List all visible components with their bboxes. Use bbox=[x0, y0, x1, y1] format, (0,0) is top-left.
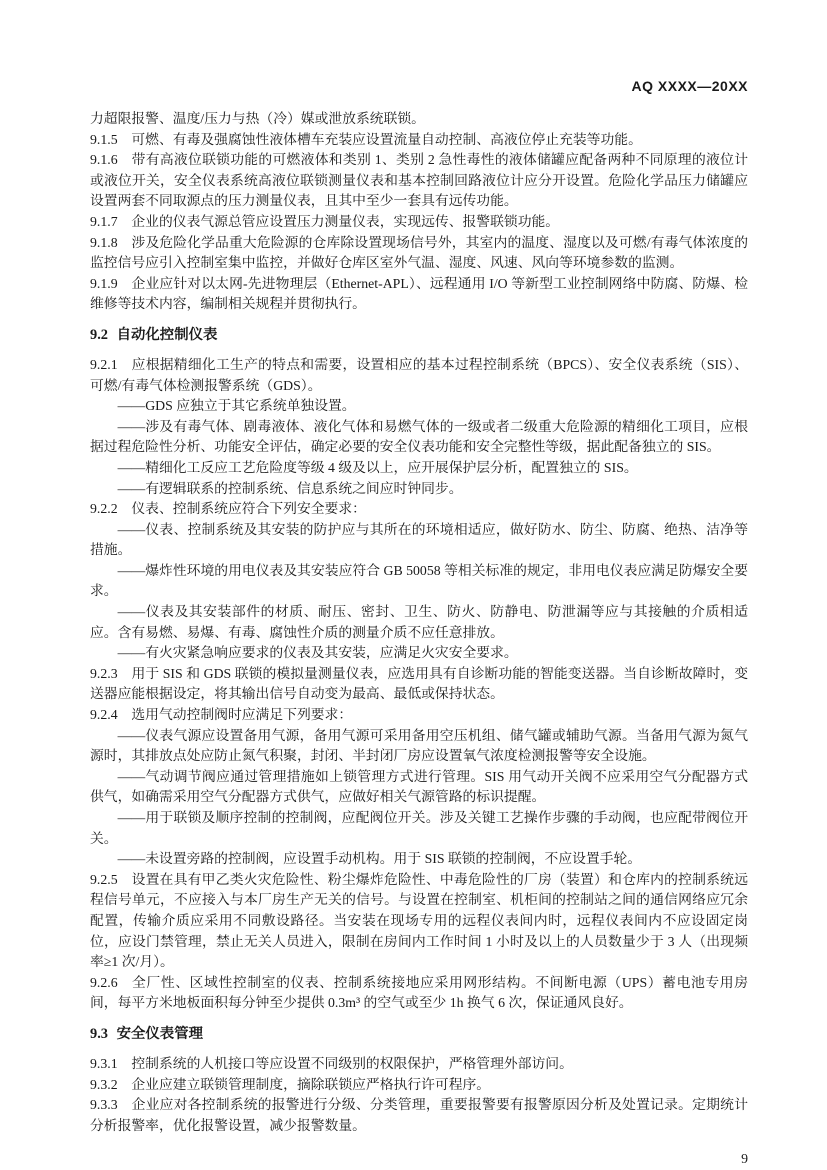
clause-paragraph: 9.1.6 带有高液位联锁功能的可燃液体和类别 1、类别 2 急性毒性的液体储罐应配备两种不同原理的液位计或液位开关，安全仪表系统高液位联锁测量仪表和基本控制回路液位计应分开设置。危险化学品压力储罐应设置两套不同取源点的压力测量仪表，且其中至少一套具有远传功能。 bbox=[90, 152, 748, 209]
clause-dash-item: ——仪表、控制系统及其安装的防护应与其所在的环境相适应，做好防水、防尘、防腐、绝热、洁净等措施。 bbox=[90, 521, 748, 558]
clause-paragraph: 9.2.1 应根据精细化工生产的特点和需要，设置相应的基本过程控制系统（BPCS）、安全仪表系统（SIS）、可燃/有毒气体检测报警系统（GDS）。 bbox=[90, 356, 748, 393]
clause-paragraph: 9.2.6 全厂性、区域性控制室的仪表、控制系统接地应采用网形结构。不间断电源（UPS）蓄电池专用房间，每平方米地板面积每分钟至少提供 0.3m³ 的空气或至少 1h 换气 6 次，保证通风良好。 bbox=[90, 974, 748, 1011]
clause-paragraph: 9.3.1 控制系统的人机接口等应设置不同级别的权限保护，严格管理外部访问。 bbox=[90, 1055, 573, 1071]
clause-paragraph: 力超限报警、温度/压力与热（冷）媒或泄放系统联锁。 bbox=[90, 111, 425, 126]
clause-dash-item: ——仪表气源应设置备用气源，备用气源可采用备用空压机组、储气罐或辅助气源。当备用气源为氮气源时，其排放点处应防止氮气积聚，封闭、半封闭厂房应设置氧气浓度检测报警等安全设施。 bbox=[90, 727, 748, 764]
section-title: 安全仪表管理 bbox=[116, 1025, 203, 1042]
document-body bbox=[90, 109, 748, 1136]
clause-dash-item: ——精细化工反应工艺危险度等级 4 级及以上，应开展保护层分析，配置独立的 SIS。 bbox=[117, 459, 638, 475]
clause-dash-item: ——涉及有毒气体、剧毒液体、液化气体和易燃气体的一级或者二级重大危险源的精细化工项目，应根据过程危险性分析、功能安全评估，确定必要的安全仪表功能和安全完整性等级，据此配备独立的 SIS。 bbox=[90, 418, 748, 455]
clause-paragraph: 9.1.5 可燃、有毒及强腐蚀性液体槽车充装应设置流量自动控制、高液位停止充装等功能。 bbox=[90, 131, 642, 147]
clause-paragraph: 9.1.8 涉及危险化学品重大危险源的仓库除设置现场信号外，其室内的温度、湿度以及可燃/有毒气体浓度的监控信号应引入控制室集中监控，并做好仓库区室外气温、湿度、风速、风向等环境参数的监测。 bbox=[90, 234, 748, 271]
clause-dash-item: ——用于联锁及顺序控制的控制阀，应配阀位开关。涉及关键工艺操作步骤的手动阀，也应配带阀位开关。 bbox=[90, 810, 748, 846]
clause-dash-item: ——GDS 应独立于其它系统单独设置。 bbox=[117, 398, 356, 414]
clause-dash-item: ——有火灾紧急响应要求的仪表及其安装，应满足火灾安全要求。 bbox=[117, 645, 518, 661]
clause-paragraph: 9.1.7 企业的仪表气源总管应设置压力测量仪表，实现远传、报警联锁功能。 bbox=[90, 213, 560, 229]
clause-paragraph: 9.2.3 用于 SIS 和 GDS 联锁的模拟量测量仪表，应选用具有自诊断功能的智能变送器。当自诊断故障时，变送器应能根据设定，将其输出信号自动变为最高、最低或保持状态。 bbox=[90, 665, 748, 702]
clause-paragraph: 9.3.3 企业应对各控制系统的报警进行分级、分类管理，重要报警要有报警原因分析及处置记录。定期统计分析报警率，优化报警设置，减少报警数量。 bbox=[90, 1097, 748, 1133]
page-number: 9 bbox=[741, 1151, 748, 1167]
clause-dash-item: ——爆炸性环境的用电仪表及其安装应符合 GB 50058 等相关标准的规定，非用电仪表应满足防爆安全要求。 bbox=[90, 562, 748, 599]
section-number: 9.2 bbox=[90, 326, 108, 343]
clause-dash-item: ——未设置旁路的控制阀，应设置手动机构。用于 SIS 联锁的控制阀，不应设置手轮。 bbox=[117, 851, 642, 867]
clause-paragraph: 9.2.2 仪表、控制系统应符合下列安全要求： bbox=[90, 501, 366, 517]
section-title: 自动化控制仪表 bbox=[116, 326, 218, 343]
clause-paragraph: 9.2.5 设置在具有甲乙类火灾危险性、粉尘爆炸危险性、中毒危险性的厂房（装置）和仓库内的控制系统远程信号单元，不应接入与本厂房生产无关的信号。与设置在控制室、机柜间的控制站之间的通信网络应冗余配置，传输介质应采用不同敷设路径。当安装在现场专用的远程仪表间内时，远程仪表间内不应设固定岗位，应设门禁管理，禁止无关人员进入，限制在房间内工作时间 1 小时及以上的人员数量少于 3 人（出现频率≥1 次/月）。 bbox=[90, 871, 748, 970]
clause-paragraph: 9.2.4 选用气动控制阀时应满足下列要求： bbox=[90, 707, 353, 723]
clause-dash-item: ——气动调节阀应通过管理措施如上锁管理方式进行管理。SIS 用气动开关阀不应采用空气分配器方式供气，如确需采用空气分配器方式供气，应做好相关气源管路的标识提醒。 bbox=[90, 768, 748, 805]
clause-paragraph: 9.1.9 企业应针对以太网-先进物理层（Ethernet-APL）、远程通用 I/O 等新型工业控制网络中防腐、防爆、检维修等技术内容，编制相关规程并贯彻执行。 bbox=[90, 275, 748, 312]
section-number: 9.3 bbox=[90, 1025, 108, 1042]
clause-paragraph: 9.3.2 企业应建立联锁管理制度，摘除联锁应严格执行许可程序。 bbox=[90, 1076, 491, 1092]
section-heading bbox=[90, 325, 748, 346]
clause-dash-item: ——仪表及其安装部件的材质、耐压、密封、卫生、防火、防静电、防泄漏等应与其接触的介质相适应。含有易燃、易爆、有毒、腐蚀性介质的测量介质不应任意排放。 bbox=[90, 604, 748, 640]
section-heading bbox=[90, 1024, 748, 1045]
standard-number-header: AQ XXXX—20XX bbox=[631, 78, 748, 94]
clause-dash-item: ——有逻辑联系的控制系统、信息系统之间应时钟同步。 bbox=[117, 480, 463, 496]
